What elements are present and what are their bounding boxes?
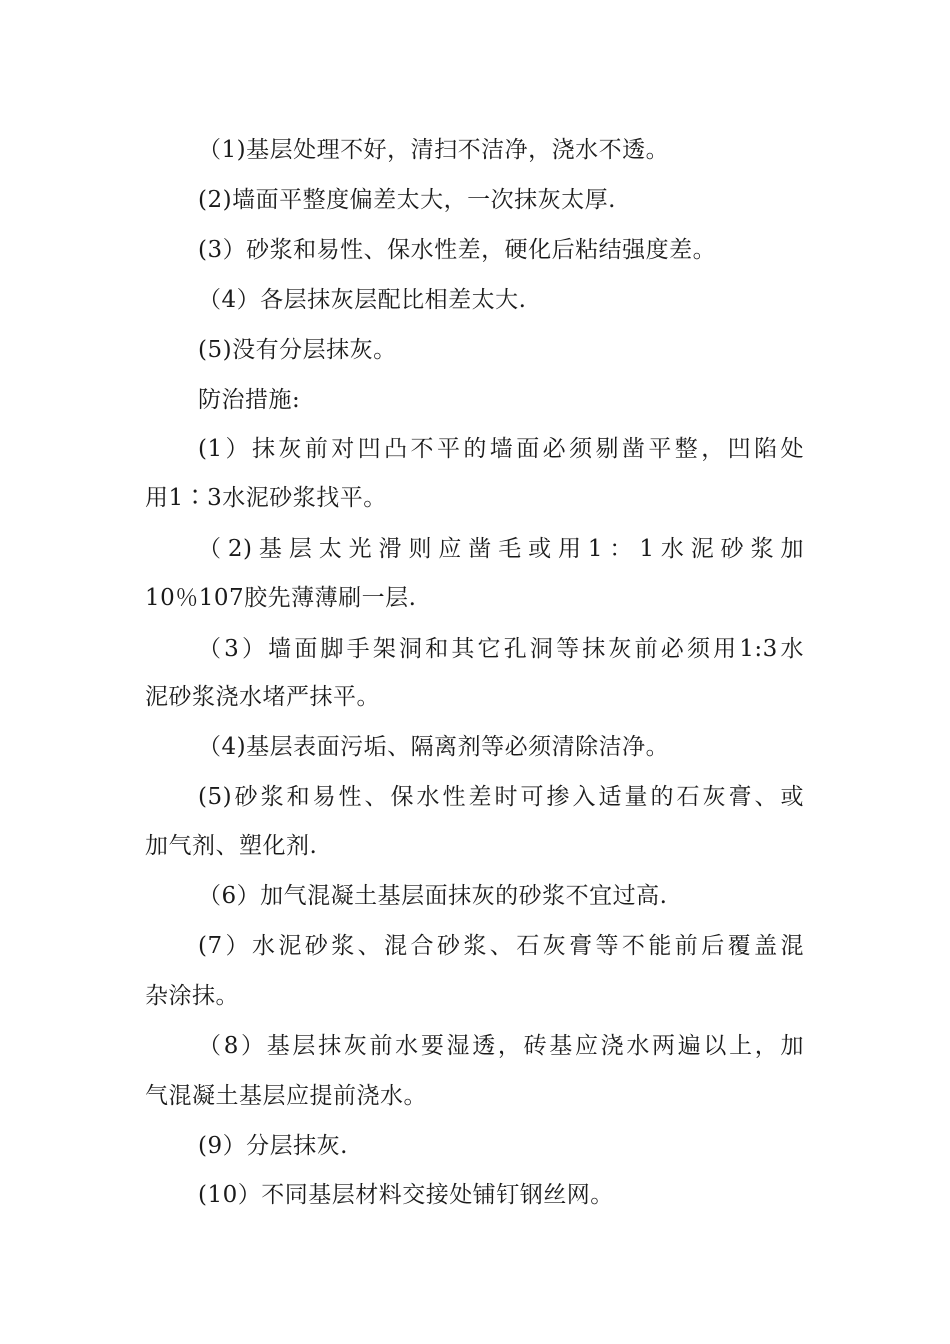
measure-item-7-line-2: 杂涂抹。 <box>145 983 239 1009</box>
cause-item-3: (3）砂浆和易性、保水性差，硬化后粘结强度差。 <box>198 237 717 263</box>
cause-item-4: （4）各层抹灰层配比相差太大. <box>198 287 527 313</box>
measure-item-7-line-1: (7）水泥砂浆、混合砂浆、石灰膏等不能前后覆盖混 <box>198 933 804 959</box>
measure-item-5-line-1: (5)砂浆和易性、保水性差时可掺入适量的石灰膏、或 <box>198 784 804 810</box>
section-heading-prevention: 防治措施: <box>198 387 301 413</box>
measure-item-8-line-1: （8）基层抹灰前水要湿透，砖基应浇水两遍以上，加 <box>198 1033 804 1059</box>
measure-item-2-line-2: 10％107胶先薄薄刷一层. <box>145 585 417 611</box>
measure-item-1-line-1: (1）抹灰前对凹凸不平的墙面必须剔凿平整，凹陷处 <box>198 436 804 462</box>
cause-item-5: (5)没有分层抹灰。 <box>198 337 397 363</box>
measure-item-6: （6）加气混凝土基层面抹灰的砂浆不宜过高. <box>198 883 668 909</box>
measure-item-1-line-2: 用1∶3水泥砂浆找平。 <box>145 485 387 511</box>
measure-item-2-line-1: （2)基层太光滑则应凿毛或用1：1水泥砂浆加 <box>198 536 804 562</box>
measure-item-4: （4)基层表面污垢、隔离剂等必须清除洁净。 <box>198 734 670 760</box>
measure-item-5-line-2: 加气剂、塑化剂. <box>145 833 318 859</box>
cause-item-2: (2)墙面平整度偏差太大，一次抹灰太厚. <box>198 187 616 213</box>
measure-item-10: (10）不同基层材料交接处铺钉钢丝网。 <box>198 1182 614 1208</box>
measure-item-3-line-1: （3）墙面脚手架洞和其它孔洞等抹灰前必须用1:3水 <box>198 636 804 662</box>
measure-item-9: (9）分层抹灰. <box>198 1133 348 1159</box>
measure-item-8-line-2: 气混凝土基层应提前浇水。 <box>145 1083 427 1109</box>
measure-item-3-line-2: 泥砂浆浇水堵严抹平。 <box>145 684 380 710</box>
cause-item-1: （1)基层处理不好，清扫不洁净，浇水不透。 <box>198 137 670 163</box>
